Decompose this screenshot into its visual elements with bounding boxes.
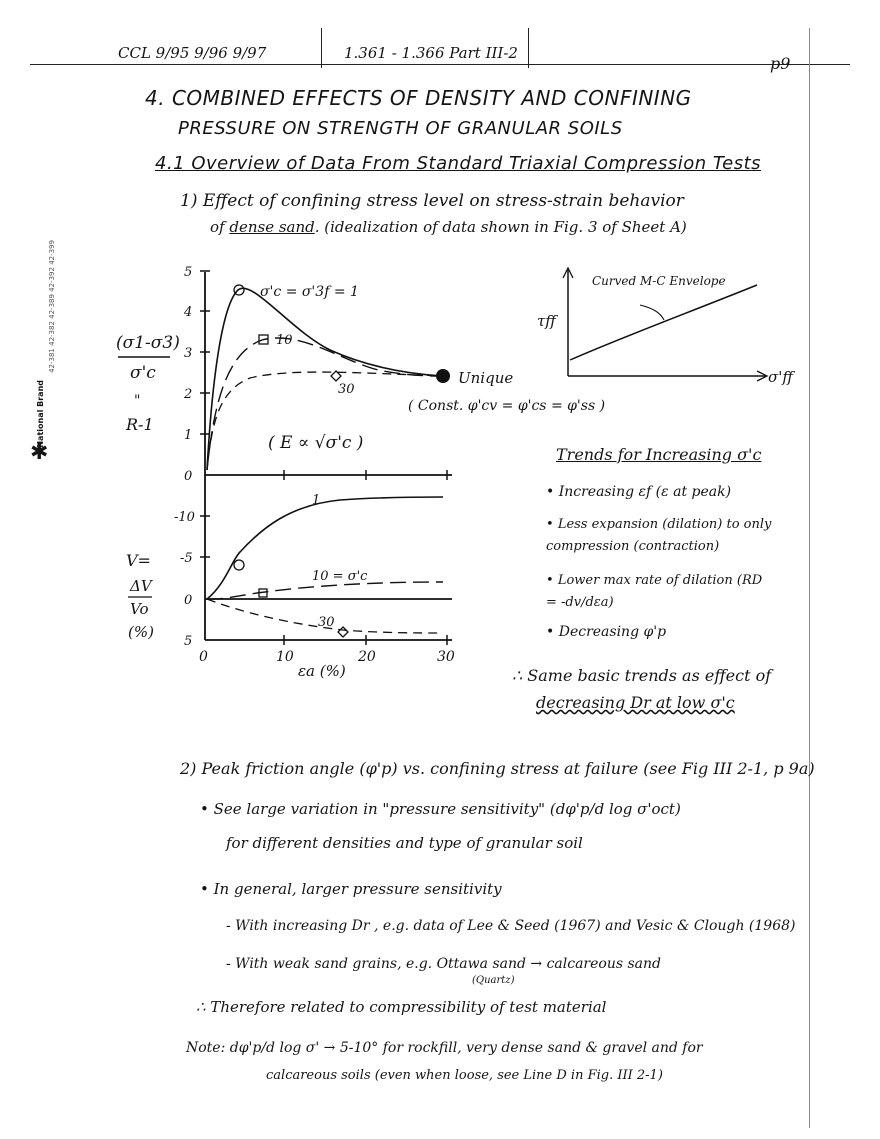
trends-conclusion-1: ∴ Same basic trends as effect of (512, 666, 772, 685)
lower-xtick-10: 10 (276, 649, 294, 665)
lower-ylabel-pct: (%) (128, 623, 154, 641)
upper-label-30: 30 (338, 382, 355, 397)
lower-label-1: 1 (312, 493, 321, 508)
header-date-stamp: CCL 9/95 9/96 9/97 (118, 44, 267, 62)
envelope-curve (570, 285, 757, 360)
vol-marker-30 (338, 627, 348, 637)
trends-conclusion-2: decreasing Dr at low σ'c (536, 693, 735, 712)
upper-ylabel-num: (σ1-σ3) (116, 333, 180, 353)
item2-therefore: ∴ Therefore related to compressibility of test material (196, 998, 607, 1016)
item1-line1: 1) Effect of confining stress level on stress-strain behavior (180, 191, 684, 211)
lower-ylabel-num: ΔV (130, 577, 152, 595)
item2-note-line1: Note: dφ'p/d log σ' → 5-10° for rockfill, very dense sand & gravel and for (186, 1040, 703, 1056)
brand-logo-icon: ✱ (30, 440, 49, 465)
upper-ytick-3: 3 (184, 346, 193, 361)
subsection-title: 4.1 Overview of Data From Standard Triaxial Compression Tests (155, 153, 762, 174)
curve-sigma-30 (207, 372, 443, 470)
lower-ylabel-den: Vo (130, 600, 149, 618)
upper-label-10: 10 (276, 333, 293, 348)
lower-label-30: 30 (318, 615, 335, 630)
item2-dash2-note: (Quartz) (472, 975, 515, 986)
section-title-line1: 4. COMBINED EFFECTS OF DENSITY AND CONFINING (145, 86, 692, 110)
unique-point (436, 369, 450, 383)
upper-ytick-4: 4 (184, 305, 193, 320)
lower-xtick-30: 30 (437, 649, 455, 665)
upper-ylabel-r: R-1 (126, 415, 154, 434)
header-course: 1.361 - 1.366 Part III-2 (344, 44, 518, 62)
upper-ylabel-den: σ'c (130, 363, 156, 383)
lower-ytick-0: 0 (184, 593, 193, 608)
trend-3: • Lower max rate of dilation (RD = -dv/dεa) (546, 573, 763, 610)
trend-1: • Increasing εf (ε at peak) (546, 484, 732, 500)
envelope-label: Curved M-C Envelope (592, 274, 726, 288)
item2-dash1: - With increasing Dr , e.g. data of Lee & Seed (1967) and Vesic & Clough (1968) (226, 918, 796, 934)
item2-line1: 2) Peak friction angle (φ'p) vs. confining stress at failure (see Fig III 2-1, p 9a) (180, 759, 815, 778)
item2-dash2: - With weak sand grains, e.g. Ottawa sand → calcareous sand (226, 956, 661, 972)
envelope-ylabel: τff (537, 312, 556, 330)
section-title-line2: PRESSURE ON STRENGTH OF GRANULAR SOILS (178, 118, 623, 139)
page-number: p9 (770, 54, 791, 73)
upper-ytick-1: 1 (184, 428, 193, 443)
item2-bullet1-line2: for different densities and type of granular soil (226, 834, 583, 852)
upper-ytick-5: 5 (184, 265, 193, 280)
upper-ylabel-eq: " (134, 393, 141, 409)
lower-xlabel: εa (%) (298, 662, 346, 680)
lower-label-10: 10 = σ'c (312, 569, 368, 584)
upper-label-1: σ'c = σ'3f = 1 (260, 284, 359, 300)
lower-xtick-20: 20 (358, 649, 376, 665)
lower-xtick-0: 0 (199, 649, 208, 665)
trends-title: Trends for Increasing σ'c (556, 445, 762, 464)
unique-note: ( Const. φ'cv = φ'cs = φ'ss ) (408, 398, 606, 414)
upper-ytick-2: 2 (184, 387, 193, 402)
lower-ylabel-v: V= (126, 551, 151, 570)
trend-4: • Decreasing φ'p (546, 624, 667, 640)
upper-ytick-0: 0 (184, 469, 193, 484)
envelope-arrow (640, 305, 664, 320)
unique-label: Unique (458, 369, 514, 387)
item2-bullet1-line1: • See large variation in "pressure sensitivity" (dφ'p/d log σ'oct) (200, 800, 681, 818)
vol-marker-1 (234, 560, 244, 570)
item1-line2: of dense sand. (idealization of data shown in Fig. 3 of Sheet A) (210, 218, 687, 236)
margin-brand: National Brand (36, 380, 45, 448)
lower-ytick-5: 5 (184, 634, 193, 649)
margin-codes: 42-381 42-382 42-389 42-392 42-399 (48, 240, 56, 373)
trend-2: • Less expansion (dilation) to only compression (contraction) (546, 517, 772, 554)
item2-note-line2: calcareous soils (even when loose, see Line D in Fig. III 2-1) (266, 1068, 663, 1083)
item2-bullet2: • In general, larger pressure sensitivity (200, 880, 502, 898)
envelope-xlabel: σ'ff (768, 368, 793, 386)
vol-curve-10 (207, 582, 443, 599)
lower-ytick-neg10: -10 (174, 510, 195, 525)
lower-ytick-neg5: -5 (180, 551, 193, 566)
modulus-note: ( E ∝ √σ'c ) (268, 433, 364, 453)
